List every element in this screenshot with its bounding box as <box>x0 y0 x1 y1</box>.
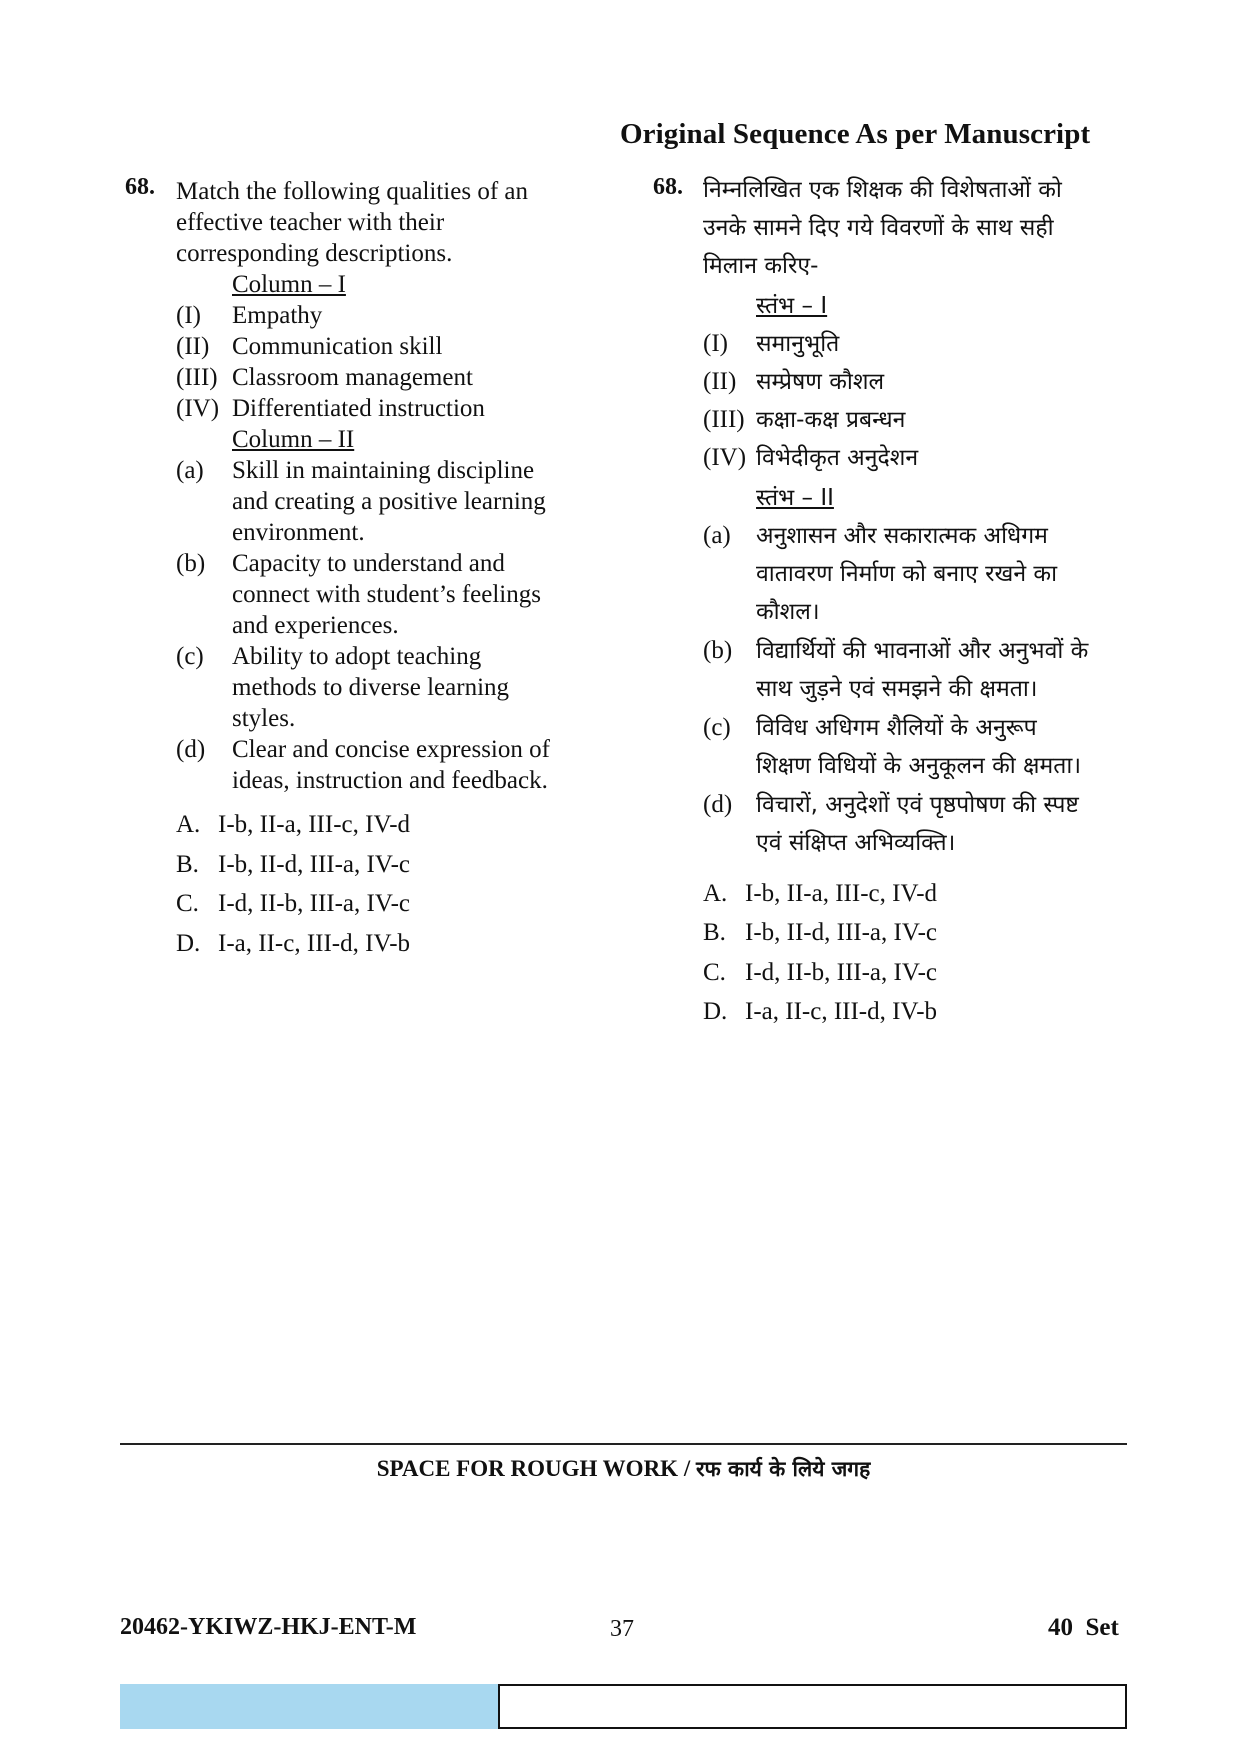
option-d[interactable] <box>176 928 410 959</box>
option-label: A. <box>176 811 201 838</box>
item-line: Skill in maintaining discipline <box>232 457 535 484</box>
question-stem <box>176 176 596 269</box>
item-label: (a) <box>703 522 731 549</box>
item-label: (a) <box>176 457 204 484</box>
stem-line: निम्नलिखित एक शिक्षक की विशेषताओं को <box>703 177 1062 203</box>
option-a[interactable] <box>703 878 937 909</box>
item-label: (IV) <box>176 395 220 422</box>
item-label: (III) <box>176 364 218 391</box>
item-line: शिक्षण विधियों के अनुकूलन की क्षमता। <box>756 753 1082 779</box>
option-text: I-a, II-c, III-d, IV-b <box>218 930 411 957</box>
option-text: I-b, II-a, III-c, IV-d <box>218 811 411 838</box>
footer-empty-box <box>498 1684 1127 1729</box>
item-line: connect with student’s feelings <box>232 581 541 608</box>
question-number: 68. <box>653 174 683 200</box>
item-line: कौशल। <box>756 599 820 625</box>
item-label: (II) <box>176 333 210 360</box>
item-line: and experiences. <box>232 612 399 639</box>
item-label: (IV) <box>703 444 747 471</box>
item-label: (d) <box>703 791 733 818</box>
option-label: A. <box>703 880 728 907</box>
option-d[interactable] <box>703 996 937 1027</box>
item-line: अनुशासन और सकारात्मक अधिगम <box>756 523 1048 549</box>
stem-line: मिलान करिए- <box>703 253 819 279</box>
item-text <box>232 455 602 548</box>
stem-line: corresponding descriptions. <box>176 240 453 267</box>
option-label: B. <box>176 851 199 878</box>
option-b[interactable] <box>703 917 937 948</box>
set-label: Set <box>1085 1614 1119 1641</box>
item-label: (c) <box>703 714 731 741</box>
item-line: विचारों, अनुदेशों एवं पृष्ठपोषण की स्पष्ट <box>756 792 1079 818</box>
option-a[interactable] <box>176 809 410 840</box>
item-text <box>232 641 602 734</box>
rough-work-hindi: रफ कार्य के लिये जगह <box>695 1457 871 1481</box>
option-label: B. <box>703 919 726 946</box>
option-label: D. <box>176 930 201 957</box>
item-line: and creating a positive learning <box>232 488 546 515</box>
option-c[interactable] <box>176 888 410 919</box>
item-line: वातावरण निर्माण को बनाए रखने का <box>756 561 1058 587</box>
option-label: C. <box>176 890 199 917</box>
option-label: C. <box>703 959 726 986</box>
item-label: (I) <box>176 302 201 329</box>
item-line: methods to diverse learning <box>232 674 510 701</box>
column-2-title: Column – II <box>232 426 355 453</box>
item-text <box>232 548 602 641</box>
item-label: (b) <box>176 550 206 577</box>
option-text: I-b, II-d, III-a, IV-c <box>745 919 938 946</box>
set-indicator <box>1048 1614 1119 1642</box>
paper-code: 20462-YKIWZ-HKJ-ENT-M <box>120 1614 417 1640</box>
item-text <box>756 709 1166 785</box>
option-text: I-a, II-c, III-d, IV-b <box>745 998 938 1025</box>
stem-line: effective teacher with their <box>176 209 445 236</box>
item-line: Capacity to understand and <box>232 550 505 577</box>
item-text: समानुभूति <box>756 331 840 357</box>
option-label: D. <box>703 998 728 1025</box>
item-line: Clear and concise expression of <box>232 736 550 763</box>
item-line: ideas, instruction and feedback. <box>232 767 548 794</box>
item-text <box>232 734 602 796</box>
item-line: एवं संक्षिप्त अभिव्यक्ति। <box>756 830 956 856</box>
item-text <box>756 632 1166 708</box>
rough-work-label <box>120 1455 1127 1483</box>
option-c[interactable] <box>703 957 937 988</box>
page-number: 37 <box>610 1616 634 1642</box>
item-label: (d) <box>176 736 206 763</box>
item-text: Classroom management <box>232 364 473 391</box>
page-heading: Original Sequence As per Manuscript <box>620 118 1091 150</box>
footer-color-bar <box>120 1684 498 1729</box>
item-text <box>756 786 1166 862</box>
item-label: (c) <box>176 643 204 670</box>
column-2-title: स्तंभ – II <box>756 485 834 511</box>
rough-work-divider <box>120 1443 1127 1445</box>
item-text: विभेदीकृत अनुदेशन <box>756 445 919 471</box>
item-text: Communication skill <box>232 333 443 360</box>
item-text <box>756 517 1166 631</box>
option-text: I-d, II-b, III-a, IV-c <box>218 890 411 917</box>
item-line: विविध अधिगम शैलियों के अनुरूप <box>756 715 1037 741</box>
item-text: Empathy <box>232 302 323 329</box>
item-text: Differentiated instruction <box>232 395 485 422</box>
item-text: सम्प्रेषण कौशल <box>756 369 885 395</box>
item-line: styles. <box>232 705 296 732</box>
option-text: I-b, II-a, III-c, IV-d <box>745 880 938 907</box>
column-1-title: Column – I <box>232 271 346 298</box>
item-line: साथ जुड़ने एवं समझने की क्षमता। <box>756 676 1038 702</box>
item-line: Ability to adopt teaching <box>232 643 482 670</box>
option-b[interactable] <box>176 849 410 880</box>
item-label: (III) <box>703 406 745 433</box>
column-1-title: स्तंभ – I <box>756 293 828 319</box>
set-number: 40 <box>1048 1614 1073 1641</box>
item-line: environment. <box>232 519 365 546</box>
item-label: (II) <box>703 368 737 395</box>
item-text: कक्षा-कक्ष प्रबन्धन <box>756 407 906 433</box>
item-line: विद्यार्थियों की भावनाओं और अनुभवों के <box>756 638 1089 664</box>
option-text: I-d, II-b, III-a, IV-c <box>745 959 938 986</box>
stem-line: उनके सामने दिए गये विवरणों के साथ सही <box>703 215 1054 241</box>
stem-line: Match the following qualities of an <box>176 178 529 205</box>
item-label: (b) <box>703 637 733 664</box>
rough-work-english: SPACE FOR ROUGH WORK / <box>376 1456 696 1481</box>
option-text: I-b, II-d, III-a, IV-c <box>218 851 411 878</box>
question-number: 68. <box>125 174 155 200</box>
item-label: (I) <box>703 330 728 357</box>
